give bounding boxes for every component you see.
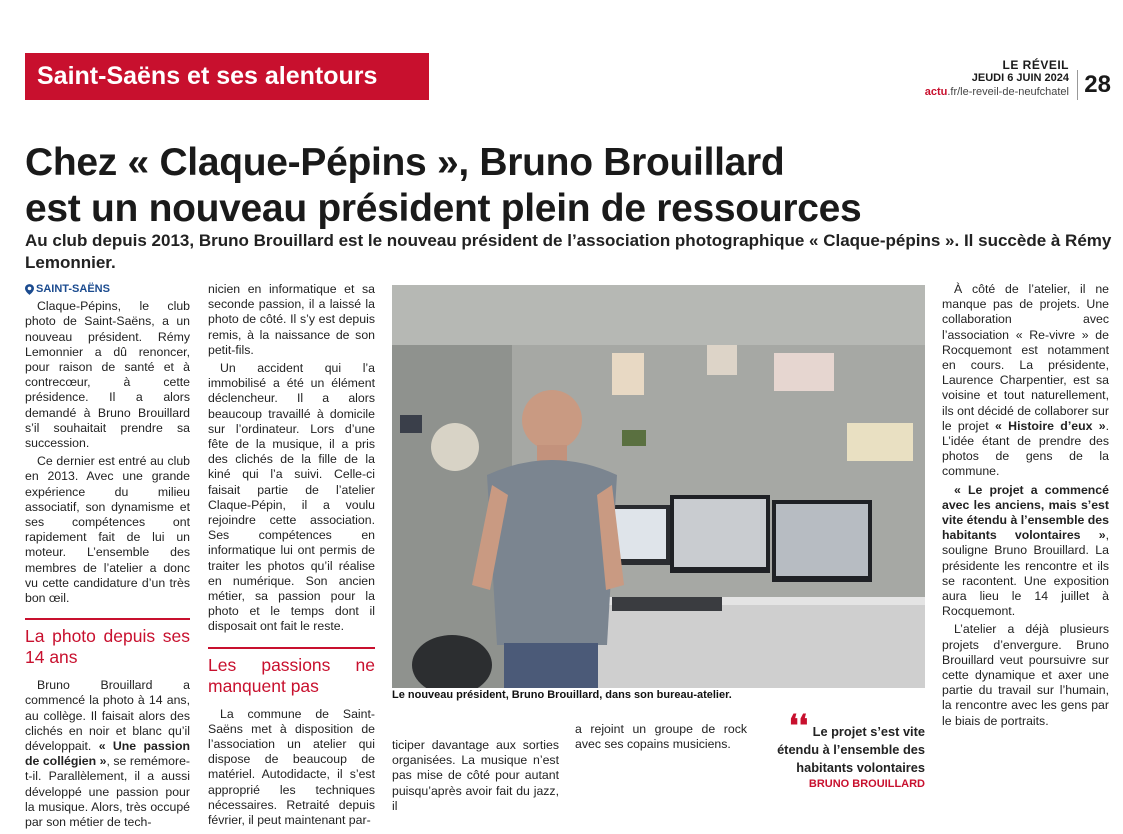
url-brand: actu xyxy=(924,86,948,98)
issue-date: JEUDI 6 JUIN 2024 xyxy=(971,72,1069,84)
pull-quote xyxy=(765,709,925,791)
inline-quote: « Histoire d’eux » xyxy=(995,418,1106,433)
inline-quote: « Une passion de collégien » xyxy=(25,739,190,769)
photo-caption: Le nouveau président, Bruno Brouillard, dans son bureau-atelier. xyxy=(392,689,732,701)
paragraph: Un accident qui l’a immobilisé a été un élément déclencheur. Il a alors beaucoup travaillé à domicile sur l’ordinateur. Lors d’une fête de la musique, il a pris des clichés de la fille de la kiné qui l’a suivi. Celle-ci faisait partie de l’atelier Claque-Pépin, il a voulu rejoindre cette association. Ses compétences en informatique lui ont permis de traiter les photos qu’il réalise en numérique. Son ancien métier, sa passion pour la photo et le temps dont il disposait ont fait le reste. xyxy=(208,361,375,634)
paragraph: Ce dernier est entré au club en 2013. Avec une grande expérience du milieu associatif, son dynamisme et ses compétences ont rapidement fait de lui un moteur. L’ensemble des membres de l’atelier a donc vu cette candidature d’un très bon œil. xyxy=(25,454,190,606)
page-number: 28 xyxy=(1077,70,1111,100)
section-rubric-label: Saint-Saëns et ses alentours xyxy=(37,62,378,90)
paragraph: nicien en informatique et sa seconde passion, il a laissé la photo de côté. Il s’y est depuis remis, à la naissance de son petit-fils. xyxy=(208,282,375,357)
paragraph-text: À côté de l’atelier, il ne manque pas de projets. Une collaboration avec l’association « Re-vivre » de Rocquemont est notamment en cours. La présidente, Laurence Charpentier, est sa voisine et tout naturellement, ils ont décidé de collaborer sur le projet xyxy=(942,282,1109,433)
section-rubric xyxy=(25,53,429,100)
column-1 xyxy=(25,282,190,833)
inline-quote: « Le projet a commencé avec les anciens, mais s’est vite étendu à l’ensemble des habitants volontaires » xyxy=(942,482,1109,543)
location-tag xyxy=(25,282,190,297)
paragraph-text: , se remémore-t-il. Parallèlement, il a aussi développé une passion pour la musique. Alors, très occupé par son métier de tech- xyxy=(25,754,190,830)
standfirst: Au club depuis 2013, Bruno Brouillard est le nouveau président de l’association photographique « Claque-pépins ». Il succède à Rémy Lemonnier. xyxy=(25,231,1112,272)
headline-line-2: est un nouveau président plein de ressources xyxy=(25,187,862,230)
paragraph-text: , souligne Bruno Brouillard. La présidente les rencontre et ils se racontent. Une exposition aura lieu le 14 juillet à Rocquemont. xyxy=(942,528,1109,619)
headline-line-1: Chez « Claque-Pépins », Bruno Brouillard xyxy=(25,141,785,184)
subheading: La photo depuis ses 14 ans xyxy=(25,618,190,668)
pull-quote-text: Le projet s’est vite étendu à l’ensemble des habitants volontaires xyxy=(777,724,925,775)
paragraph: a rejoint un groupe de rock avec ses copains musiciens. xyxy=(575,722,747,752)
paragraph: ticiper davantage aux sorties organisées. La musique n’est pas mise de côté pour autant puisqu’après avoir fait du jazz, il xyxy=(392,738,559,813)
column-4 xyxy=(575,722,747,755)
paragraph-text: . L’idée étant de prendre des photos de gens de la commune. xyxy=(942,418,1110,479)
column-2 xyxy=(208,282,375,831)
location-pin-icon xyxy=(25,284,34,295)
paragraph: La commune de Saint-Saëns met à disposition de l’association un atelier qui dispose de beaucoup de matériel. Autodidacte, il s’est approprié les techniques nécessaires. Retraité depuis février, il peut maintenant par- xyxy=(208,706,375,828)
column-3 xyxy=(392,738,559,817)
subheading: Les passions ne manquent pas xyxy=(208,647,375,697)
paragraph xyxy=(942,483,1109,620)
paragraph: L’atelier a déjà plusieurs projets d’envergure. Bruno Brouillard veut poursuivre sur cette dynamique et axer une partie du travail sur l’humain, la rencontre avec les gens par le biais de portraits. xyxy=(942,622,1109,728)
paragraph xyxy=(25,678,190,830)
newspaper-name: LE RÉVEIL xyxy=(1002,58,1069,72)
paragraph xyxy=(942,282,1109,480)
paragraph: Claque-Pépins, le club photo de Saint-Saëns, a un nouveau président. Rémy Lemonnier a dû renoncer, pour raison de santé et à contrecœur, à cette présidence. Il a alors demandé à Bruno Brouillard s’il souhaitait prendre sa succession. xyxy=(25,299,190,451)
website-url xyxy=(925,85,1069,99)
quote-mark-icon: ❛❛ xyxy=(788,709,809,744)
pull-quote-author: BRUNO BROUILLARD xyxy=(808,778,925,790)
article-photo xyxy=(392,285,925,688)
masthead xyxy=(925,59,1069,99)
photo-illustration xyxy=(392,285,925,688)
paragraph-text: Bruno Brouillard a commencé la photo à 14 ans, au collège. Il faisait alors des clichés en noir et blanc qu’il développait. xyxy=(25,678,190,754)
url-path: .fr/le-reveil-de-neufchatel xyxy=(947,86,1069,98)
headline xyxy=(25,140,1115,232)
column-5 xyxy=(942,282,1109,732)
location-label: SAINT-SAËNS xyxy=(36,283,110,295)
